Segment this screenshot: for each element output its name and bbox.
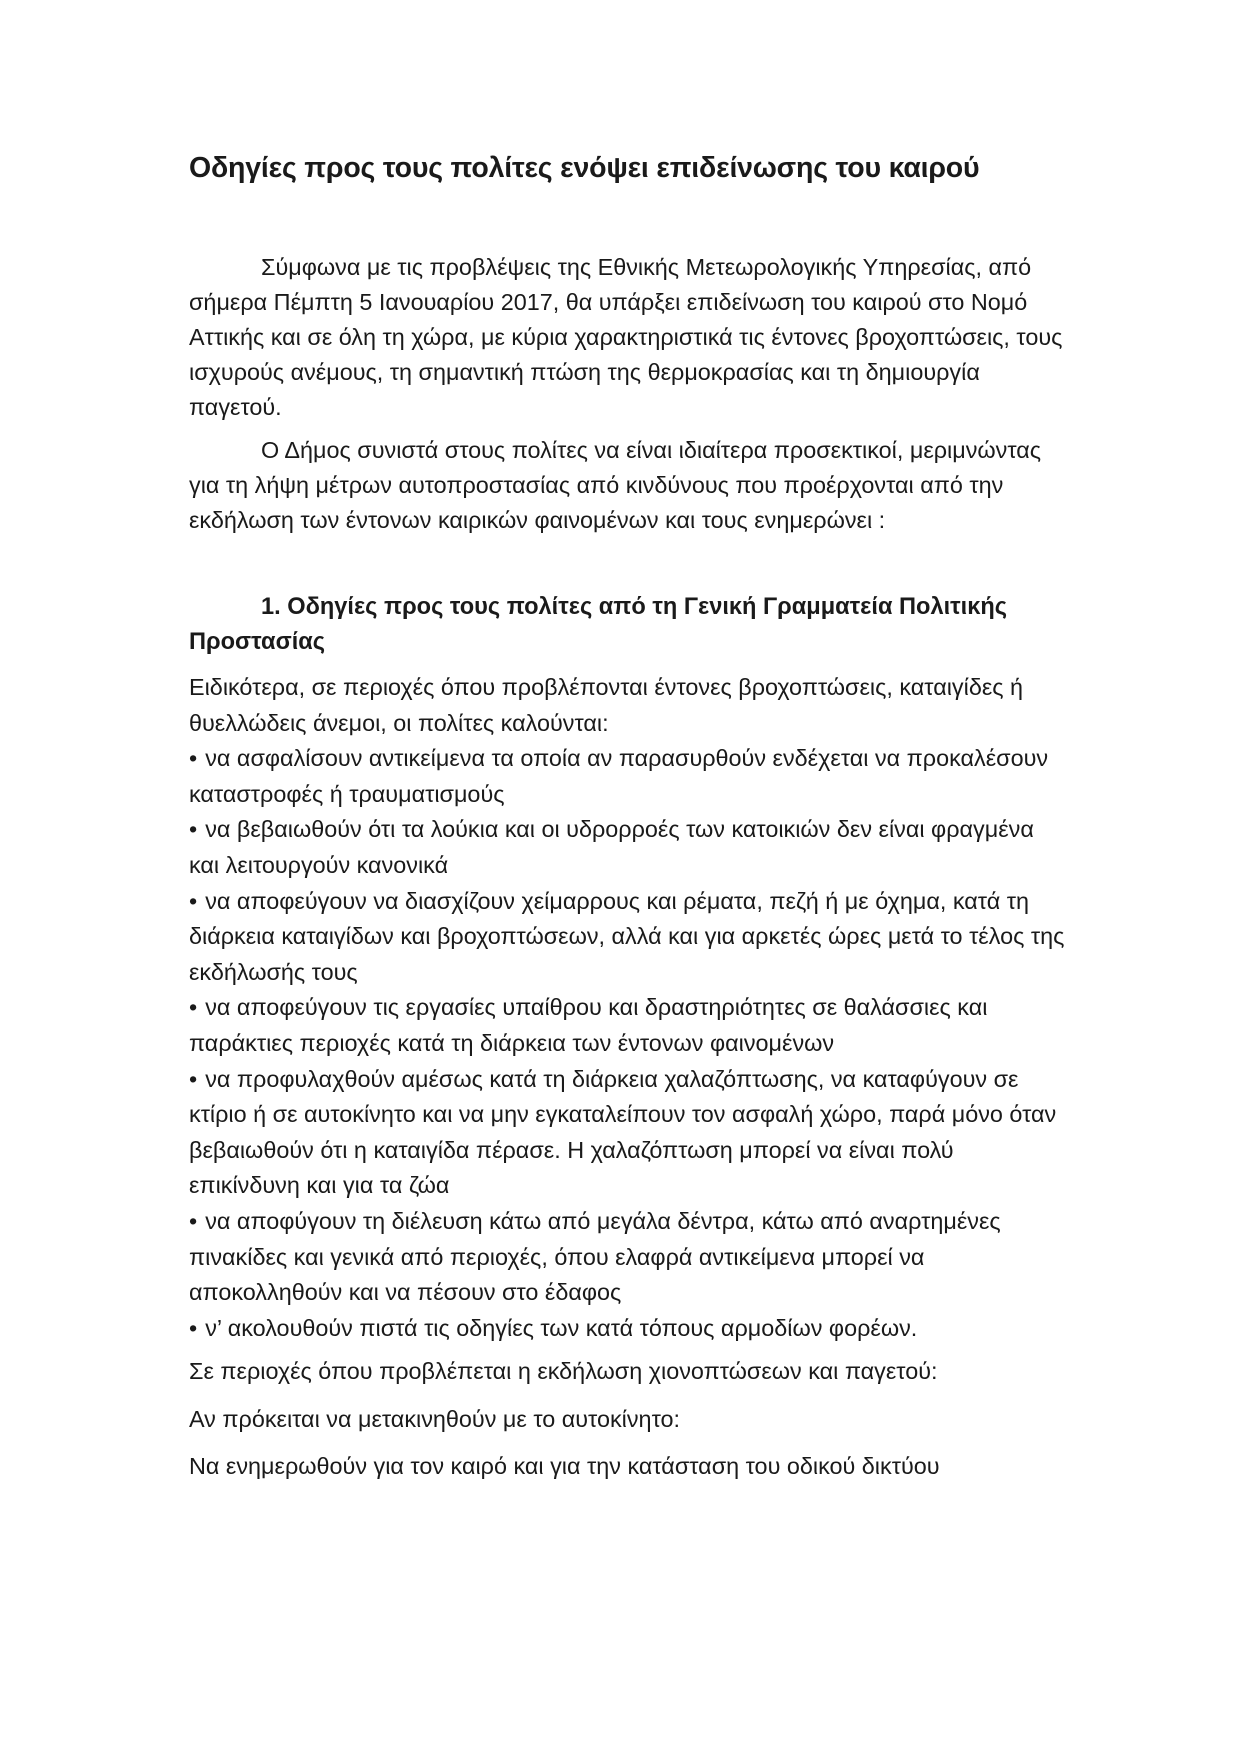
bullet-icon: •: [189, 816, 198, 843]
list-item: [189, 1204, 1069, 1311]
bullet-icon: •: [189, 745, 198, 772]
bullet-icon: •: [189, 1314, 198, 1341]
list-item-text: να βεβαιωθούν ότι τα λούκια και οι υδρορροές των κατοικιών δεν είναι φραγμένα και λειτουργούν κανονικά: [189, 816, 1034, 878]
list-item: [189, 741, 1069, 812]
car-intro: Αν πρόκειται να μετακινηθούν με το αυτοκίνητο:: [189, 1405, 680, 1432]
section-heading: 1. Οδηγίες προς τους πολίτες από τη Γενική Γραμματεία Πολιτικής Προστασίας: [189, 594, 1008, 655]
list-item-text: να προφυλαχθούν αμέσως κατά τη διάρκεια χαλαζόπτωσης, να καταφύγουν σε κτίριο ή σε αυτοκίνητο και να μην εγκαταλείπουν τον ασφαλή χώρο, παρά μόνο όταν βεβαιωθούν ότι η καταιγίδα πέρασε. Η χαλαζόπτωση μπορεί να είναι πολύ επικίνδυνη και για τα ζώα: [189, 1065, 1057, 1199]
list-item-text: να αποφεύγουν να διασχίζουν χείμαρρους και ρέματα, πεζή ή με όχημα, κατά τη διάρκεια καταιγίδων και βροχοπτώσεων, αλλά και για αρκετές ώρες μετά το τέλος της εκδήλωσής τους: [189, 887, 1065, 985]
document-page: [189, 148, 1069, 1485]
list-item: [189, 1062, 1069, 1204]
list-item-text: ν’ ακολουθούν πιστά τις οδηγίες των κατά τόπους αρμοδίων φορέων.: [205, 1314, 918, 1341]
list-item-text: να ασφαλίσουν αντικείμενα τα οποία αν παρασυρθούν ενδέχεται να προκαλέσουν καταστροφές ή τραυματισμούς: [189, 745, 1049, 807]
bullet-icon: •: [189, 1207, 198, 1234]
section-intro: Ειδικότερα, σε περιοχές όπου προβλέπονται έντονες βροχοπτώσεις, καταιγίδες ή θυελλώδεις άνεμοι, οι πολίτες καλούνται:: [189, 674, 1024, 736]
document-title: Οδηγίες προς τους πολίτες ενόψει επιδείνωσης του καιρού: [189, 152, 980, 184]
bullet-icon: •: [189, 994, 198, 1021]
list-item: [189, 884, 1069, 991]
intro-paragraph: Ο Δήμος συνιστά στους πολίτες να είναι ιδιαίτερα προσεκτικοί, μεριμνώντας για τη λήψη μέτρων αυτοπροστασίας από κινδύνους που προέρχονται από την εκδήλωση των έντονων καιρικών φαινομένων και τους ενημερώνει :: [189, 437, 1042, 533]
intro-section: [189, 250, 1069, 538]
snow-intro: Σε περιοχές όπου προβλέπεται η εκδήλωση χιονοπτώσεων και παγετού:: [189, 1358, 938, 1385]
car-advice: Να ενημερωθούν για τον καιρό και για την κατάσταση του οδικού δικτύου: [189, 1453, 940, 1480]
instructions-list: [189, 741, 1069, 1346]
list-item: [189, 990, 1069, 1061]
list-item-text: να αποφύγουν τη διέλευση κάτω από μεγάλα δέντρα, κάτω από αναρτημένες πινακίδες και γενικά από περιοχές, όπου ελαφρά αντικείμενα μπορεί να αποκολληθούν και να πέσουν στο έδαφος: [189, 1207, 1001, 1306]
intro-paragraph: Σύμφωνα με τις προβλέψεις της Εθνικής Μετεωρολογικής Υπηρεσίας, από σήμερα Πέμπτη 5 Ιανουαρίου 2017, θα υπάρξει επιδείνωση του καιρού στο Νομό Αττικής και σε όλη τη χώρα, με κύρια χαρακτηριστικά τις έντονες βροχοπτώσεις, τους ισχυρούς ανέμους, τη σημαντική πτώση της θερμοκρασίας και τη δημιουργία παγετού.: [189, 254, 1063, 420]
bullet-icon: •: [189, 887, 198, 914]
bullet-icon: •: [189, 1065, 198, 1092]
list-item: [189, 1311, 1069, 1347]
list-item-text: να αποφεύγουν τις εργασίες υπαίθρου και δραστηριότητες σε θαλάσσιες και παράκτιες περιοχές κατά τη διάρκεια των έντονων φαινομένων: [189, 994, 988, 1056]
list-item: [189, 812, 1069, 883]
